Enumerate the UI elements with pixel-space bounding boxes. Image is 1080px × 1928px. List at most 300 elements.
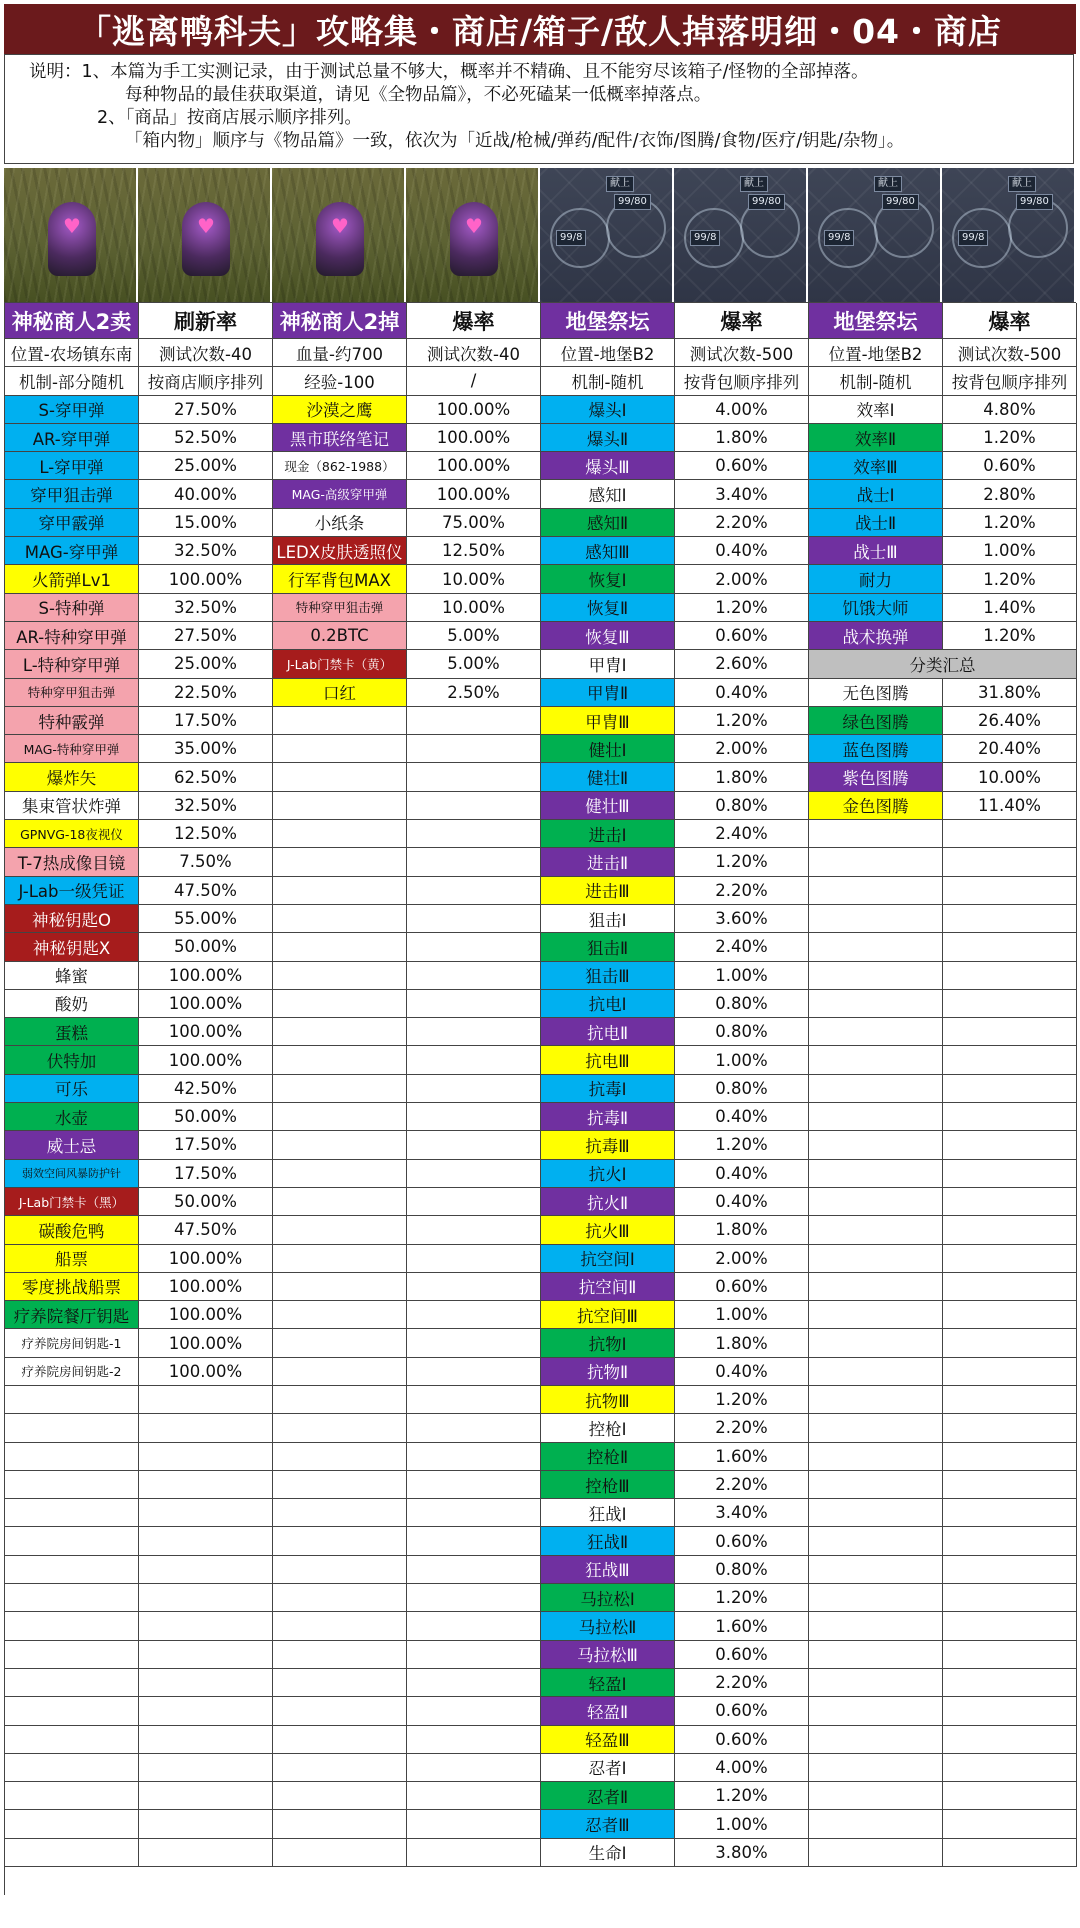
shop-item-name: MAG-特种穿甲弹 — [5, 735, 139, 763]
info-cell: 位置-地堡B2 — [541, 339, 675, 367]
rate-cell: 2.50% — [407, 679, 541, 707]
rate-cell: 40.00% — [139, 480, 273, 508]
empty-cell — [943, 990, 1077, 1018]
empty-cell — [809, 933, 943, 961]
totem-name: 甲胄Ⅰ — [541, 650, 675, 678]
merchant-image — [406, 168, 538, 302]
empty-cell — [943, 1612, 1077, 1640]
shop-item-name: T-7热成像目镜 — [5, 848, 139, 876]
empty-cell — [943, 1386, 1077, 1414]
shop-item-name: 集束管状炸弹 — [5, 792, 139, 820]
column-header: 神秘商人2卖 — [5, 303, 139, 339]
rate-cell: 0.60% — [675, 1697, 809, 1725]
empty-cell — [943, 1160, 1077, 1188]
empty-cell — [273, 1301, 407, 1329]
altar-tag: 99/80 — [1016, 194, 1053, 210]
empty-cell — [809, 1499, 943, 1527]
empty-cell — [273, 990, 407, 1018]
empty-cell — [5, 1839, 139, 1867]
totem-name: 控枪Ⅲ — [541, 1471, 675, 1499]
shop-item-name: 蜂蜜 — [5, 962, 139, 990]
totem-name: 甲胄Ⅲ — [541, 707, 675, 735]
empty-cell — [809, 1471, 943, 1499]
totem-name: 抗电Ⅲ — [541, 1046, 675, 1074]
info-cell: 按商店顺序排列 — [139, 367, 273, 395]
empty-cell — [943, 1641, 1077, 1669]
empty-cell — [809, 1697, 943, 1725]
empty-cell — [943, 1075, 1077, 1103]
merchant-drop-name: 现金（862-1988） — [273, 452, 407, 480]
empty-cell — [943, 905, 1077, 933]
rate-cell: 2.40% — [675, 933, 809, 961]
shop-item-name: 伏特加 — [5, 1046, 139, 1074]
empty-cell — [407, 820, 541, 848]
totem-name: 控枪Ⅱ — [541, 1443, 675, 1471]
summary-name: 绿色图腾 — [809, 707, 943, 735]
rate-cell: 2.00% — [675, 1245, 809, 1273]
empty-cell — [943, 1131, 1077, 1159]
empty-cell — [943, 1301, 1077, 1329]
totem-name: 进击Ⅲ — [541, 877, 675, 905]
rate-cell: 100.00% — [139, 1358, 273, 1386]
totem-name: 抗毒Ⅱ — [541, 1103, 675, 1131]
empty-cell — [273, 1556, 407, 1584]
empty-cell — [809, 1075, 943, 1103]
empty-cell — [273, 820, 407, 848]
empty-cell — [943, 1697, 1077, 1725]
merchant-drop-name: 0.2BTC — [273, 622, 407, 650]
empty-cell — [5, 1471, 139, 1499]
rate-cell: 1.00% — [675, 1046, 809, 1074]
rate-cell: 1.00% — [675, 962, 809, 990]
totem-name: 抗火Ⅲ — [541, 1216, 675, 1244]
altar-tag: 99/80 — [882, 194, 919, 210]
empty-cell — [139, 1697, 273, 1725]
empty-cell — [809, 1160, 943, 1188]
empty-cell — [809, 1018, 943, 1046]
shop-item-name: 疗养院房间钥匙-2 — [5, 1358, 139, 1386]
altar-tag: 献上 — [1008, 176, 1036, 192]
rate-cell: 25.00% — [139, 452, 273, 480]
empty-cell — [809, 1046, 943, 1074]
empty-cell — [273, 1358, 407, 1386]
merchant-drop-name: 黑市联络笔记 — [273, 424, 407, 452]
empty-cell — [943, 1273, 1077, 1301]
column-header: 地堡祭坛 — [541, 303, 675, 339]
empty-cell — [943, 1471, 1077, 1499]
empty-cell — [139, 1556, 273, 1584]
rate-cell: 1.00% — [943, 537, 1077, 565]
rate-cell: 32.50% — [139, 537, 273, 565]
empty-cell — [407, 1103, 541, 1131]
empty-cell — [407, 848, 541, 876]
rate-cell: 1.20% — [675, 594, 809, 622]
empty-cell — [273, 1471, 407, 1499]
empty-cell — [407, 905, 541, 933]
summary-rate: 31.80% — [943, 679, 1077, 707]
rate-cell: 2.60% — [675, 650, 809, 678]
empty-cell — [943, 1782, 1077, 1810]
empty-cell — [139, 1443, 273, 1471]
altar-image — [942, 168, 1074, 302]
empty-cell — [809, 848, 943, 876]
rate-cell: 100.00% — [407, 424, 541, 452]
empty-cell — [407, 1556, 541, 1584]
rate-cell: 47.50% — [139, 1216, 273, 1244]
shop-item-name: 弱效空间风暴防护针 — [5, 1160, 139, 1188]
empty-cell — [809, 877, 943, 905]
rate-cell: 42.50% — [139, 1075, 273, 1103]
empty-cell — [407, 1188, 541, 1216]
empty-cell — [273, 962, 407, 990]
empty-cell — [407, 1160, 541, 1188]
rate-cell: 1.20% — [943, 509, 1077, 537]
empty-cell — [407, 735, 541, 763]
rate-cell: 2.40% — [675, 820, 809, 848]
totem-name: 抗火Ⅰ — [541, 1160, 675, 1188]
rate-cell: 17.50% — [139, 707, 273, 735]
rate-cell: 7.50% — [139, 848, 273, 876]
rate-cell: 1.20% — [943, 565, 1077, 593]
rate-cell: 0.60% — [675, 1641, 809, 1669]
rate-cell: 100.00% — [139, 962, 273, 990]
empty-cell — [809, 1641, 943, 1669]
drop-table — [4, 302, 1076, 1895]
info-cell: 按背包顺序排列 — [943, 367, 1077, 395]
empty-cell — [407, 792, 541, 820]
empty-cell — [809, 1131, 943, 1159]
rate-cell: 35.00% — [139, 735, 273, 763]
empty-cell — [809, 1245, 943, 1273]
totem-name: 抗电Ⅰ — [541, 990, 675, 1018]
shop-item-name: 酸奶 — [5, 990, 139, 1018]
rate-cell: 100.00% — [139, 1329, 273, 1357]
empty-cell — [139, 1726, 273, 1754]
rate-cell: 2.20% — [675, 1471, 809, 1499]
rate-cell: 0.40% — [675, 537, 809, 565]
rate-cell: 0.40% — [675, 679, 809, 707]
empty-cell — [809, 1386, 943, 1414]
empty-cell — [5, 1556, 139, 1584]
shop-item-name: 零度挑战船票 — [5, 1273, 139, 1301]
empty-cell — [273, 1669, 407, 1697]
rate-cell: 1.20% — [943, 424, 1077, 452]
rate-cell: 1.00% — [675, 1301, 809, 1329]
rate-cell: 10.00% — [407, 594, 541, 622]
merchant-drop-name: MAG-高级穿甲弹 — [273, 480, 407, 508]
empty-cell — [809, 1810, 943, 1838]
empty-cell — [5, 1499, 139, 1527]
empty-cell — [809, 1188, 943, 1216]
empty-cell — [407, 1726, 541, 1754]
merchant-drop-name: 特种穿甲狙击弹 — [273, 594, 407, 622]
totem-name: 忍者Ⅲ — [541, 1810, 675, 1838]
empty-cell — [407, 1641, 541, 1669]
empty-cell — [5, 1584, 139, 1612]
empty-cell — [407, 1810, 541, 1838]
rate-cell: 2.00% — [675, 735, 809, 763]
empty-cell — [943, 1414, 1077, 1442]
rate-cell: 3.80% — [675, 1839, 809, 1867]
totem-name: 进击Ⅱ — [541, 848, 675, 876]
empty-cell — [943, 962, 1077, 990]
totem-name: 效率Ⅰ — [809, 396, 943, 424]
rate-cell: 2.80% — [943, 480, 1077, 508]
empty-cell — [943, 1556, 1077, 1584]
totem-name: 抗物Ⅱ — [541, 1358, 675, 1386]
shop-item-name: 水壶 — [5, 1103, 139, 1131]
totem-name: 爆头Ⅱ — [541, 424, 675, 452]
empty-cell — [273, 1273, 407, 1301]
info-cell: 机制-随机 — [541, 367, 675, 395]
empty-cell — [273, 1754, 407, 1782]
empty-cell — [407, 1301, 541, 1329]
totem-name: 控枪Ⅰ — [541, 1414, 675, 1442]
rate-cell: 4.00% — [675, 396, 809, 424]
empty-cell — [809, 1216, 943, 1244]
empty-cell — [943, 1584, 1077, 1612]
rate-cell: 1.80% — [675, 1216, 809, 1244]
rate-cell: 0.80% — [675, 792, 809, 820]
empty-cell — [407, 1443, 541, 1471]
heart-icon: ♥ — [197, 214, 215, 238]
totem-name: 战士Ⅰ — [809, 480, 943, 508]
empty-cell — [273, 1018, 407, 1046]
rate-cell: 5.00% — [407, 622, 541, 650]
empty-cell — [809, 1612, 943, 1640]
empty-cell — [943, 1103, 1077, 1131]
rate-cell: 100.00% — [407, 452, 541, 480]
empty-cell — [407, 1245, 541, 1273]
empty-cell — [139, 1641, 273, 1669]
rate-cell: 1.80% — [675, 424, 809, 452]
empty-cell — [809, 1669, 943, 1697]
totem-name: 狙击Ⅱ — [541, 933, 675, 961]
rate-cell: 22.50% — [139, 679, 273, 707]
empty-cell — [273, 1726, 407, 1754]
rate-cell: 2.20% — [675, 1414, 809, 1442]
empty-cell — [139, 1527, 273, 1555]
shop-item-name: 特种穿甲狙击弹 — [5, 679, 139, 707]
rate-cell: 12.50% — [139, 820, 273, 848]
empty-cell — [139, 1414, 273, 1442]
empty-cell — [407, 1839, 541, 1867]
totem-name: 马拉松Ⅱ — [541, 1612, 675, 1640]
shop-item-name: 神秘钥匙O — [5, 905, 139, 933]
rate-cell: 100.00% — [139, 990, 273, 1018]
summary-name: 金色图腾 — [809, 792, 943, 820]
empty-cell — [809, 1726, 943, 1754]
empty-cell — [273, 735, 407, 763]
summary-rate: 20.40% — [943, 735, 1077, 763]
info-cell: / — [407, 367, 541, 395]
totem-name: 爆头Ⅰ — [541, 396, 675, 424]
empty-cell — [407, 707, 541, 735]
empty-cell — [809, 1527, 943, 1555]
shop-item-name: 火箭弹Lv1 — [5, 565, 139, 593]
empty-cell — [943, 1810, 1077, 1838]
info-cell: 测试次数-500 — [675, 339, 809, 367]
info-cell: 位置-农场镇东南 — [5, 339, 139, 367]
empty-cell — [273, 1641, 407, 1669]
rate-cell: 1.20% — [675, 848, 809, 876]
empty-cell — [273, 1443, 407, 1471]
empty-cell — [943, 1754, 1077, 1782]
totem-name: 轻盈Ⅰ — [541, 1669, 675, 1697]
rate-cell: 100.00% — [139, 1301, 273, 1329]
empty-cell — [407, 1273, 541, 1301]
rate-cell: 17.50% — [139, 1131, 273, 1159]
empty-cell — [5, 1443, 139, 1471]
shop-item-name: AR-穿甲弹 — [5, 424, 139, 452]
rate-cell: 55.00% — [139, 905, 273, 933]
shop-item-name: 可乐 — [5, 1075, 139, 1103]
rate-cell: 100.00% — [407, 480, 541, 508]
empty-cell — [809, 1329, 943, 1357]
altar-tag: 99/8 — [556, 230, 586, 246]
rate-cell: 1.00% — [675, 1810, 809, 1838]
empty-cell — [139, 1471, 273, 1499]
empty-cell — [407, 933, 541, 961]
rate-cell: 3.40% — [675, 1499, 809, 1527]
rate-cell: 100.00% — [139, 1046, 273, 1074]
empty-cell — [139, 1669, 273, 1697]
info-cell: 经验-100 — [273, 367, 407, 395]
empty-cell — [273, 1131, 407, 1159]
shop-item-name: J-Lab一级凭证 — [5, 877, 139, 905]
empty-cell — [943, 933, 1077, 961]
totem-name: 恢复Ⅰ — [541, 565, 675, 593]
rate-cell: 1.80% — [675, 1329, 809, 1357]
empty-cell — [5, 1782, 139, 1810]
shop-item-name: AR-特种穿甲弹 — [5, 622, 139, 650]
note-line: 每种物品的最佳获取渠道，请见《全物品篇》，不必死磕某一低概率掉落点。 — [125, 85, 712, 105]
altar-tag: 献上 — [874, 176, 902, 192]
rate-cell: 100.00% — [139, 1245, 273, 1273]
column-header: 爆率 — [407, 303, 541, 339]
empty-cell — [273, 1414, 407, 1442]
screenshot-strip — [4, 168, 1076, 302]
empty-cell — [407, 1414, 541, 1442]
empty-cell — [5, 1527, 139, 1555]
shop-item-name: 蛋糕 — [5, 1018, 139, 1046]
rate-cell: 0.60% — [675, 452, 809, 480]
empty-cell — [407, 1358, 541, 1386]
empty-cell — [407, 1386, 541, 1414]
totem-name: 恢复Ⅱ — [541, 594, 675, 622]
empty-cell — [943, 1329, 1077, 1357]
rate-cell: 12.50% — [407, 537, 541, 565]
merchant-image — [138, 168, 270, 302]
totem-name: 感知Ⅰ — [541, 480, 675, 508]
totem-name: 健壮Ⅱ — [541, 763, 675, 791]
empty-cell — [273, 877, 407, 905]
empty-cell — [943, 1018, 1077, 1046]
empty-cell — [139, 1782, 273, 1810]
summary-name: 紫色图腾 — [809, 763, 943, 791]
merchant-drop-name: LEDX皮肤透照仪 — [273, 537, 407, 565]
totem-name: 狙击Ⅰ — [541, 905, 675, 933]
totem-name: 抗物Ⅰ — [541, 1329, 675, 1357]
page-title: 「逃离鸭科夫」攻略集・商店/箱子/敌人掉落明细・04・商店 — [4, 4, 1076, 54]
empty-cell — [943, 1527, 1077, 1555]
shop-item-name: 船票 — [5, 1245, 139, 1273]
summary-rate: 26.40% — [943, 707, 1077, 735]
empty-cell — [407, 1046, 541, 1074]
empty-cell — [407, 962, 541, 990]
rate-cell: 2.20% — [675, 877, 809, 905]
rate-cell: 0.40% — [675, 1160, 809, 1188]
empty-cell — [273, 848, 407, 876]
shop-item-name: GPNVG-18夜视仪 — [5, 820, 139, 848]
empty-cell — [407, 1499, 541, 1527]
totem-name: 抗毒Ⅰ — [541, 1075, 675, 1103]
empty-cell — [943, 1188, 1077, 1216]
totem-name: 饥饿大师 — [809, 594, 943, 622]
empty-cell — [943, 1216, 1077, 1244]
empty-cell — [407, 1584, 541, 1612]
totem-name: 生命Ⅰ — [541, 1839, 675, 1867]
empty-cell — [273, 933, 407, 961]
rate-cell: 0.80% — [675, 990, 809, 1018]
summary-header: 分类汇总 — [809, 650, 1077, 678]
empty-cell — [943, 1358, 1077, 1386]
rate-cell: 32.50% — [139, 792, 273, 820]
rate-cell: 50.00% — [139, 1188, 273, 1216]
merchant-image — [4, 168, 136, 302]
shop-item-name: 疗养院餐厅钥匙 — [5, 1301, 139, 1329]
totem-name: 狂战Ⅰ — [541, 1499, 675, 1527]
empty-cell — [809, 1782, 943, 1810]
empty-cell — [273, 1839, 407, 1867]
empty-cell — [273, 1527, 407, 1555]
empty-cell — [139, 1839, 273, 1867]
note-line: 「箱内物」顺序与《物品篇》一致，依次为「近战/枪械/弹药/配件/衣饰/图腾/食物/医疗/钥匙/杂物」。 — [125, 131, 905, 151]
empty-cell — [5, 1386, 139, 1414]
empty-cell — [809, 1414, 943, 1442]
totem-name: 马拉松Ⅰ — [541, 1584, 675, 1612]
empty-cell — [139, 1386, 273, 1414]
info-cell: 位置-地堡B2 — [809, 339, 943, 367]
totem-name: 进击Ⅰ — [541, 820, 675, 848]
rate-cell: 47.50% — [139, 877, 273, 905]
totem-name: 抗空间Ⅱ — [541, 1273, 675, 1301]
empty-cell — [809, 1556, 943, 1584]
merchant-drop-name: 沙漠之鹰 — [273, 396, 407, 424]
shop-item-name: 威士忌 — [5, 1131, 139, 1159]
merchant-drop-name: 小纸条 — [273, 509, 407, 537]
empty-cell — [273, 1386, 407, 1414]
empty-cell — [273, 1160, 407, 1188]
rate-cell: 2.20% — [675, 1669, 809, 1697]
shop-item-name: L-特种穿甲弹 — [5, 650, 139, 678]
empty-cell — [943, 1046, 1077, 1074]
empty-cell — [273, 1075, 407, 1103]
shop-item-name: S-穿甲弹 — [5, 396, 139, 424]
rate-cell: 1.60% — [675, 1443, 809, 1471]
altar-tag: 献上 — [606, 176, 634, 192]
empty-cell — [273, 1782, 407, 1810]
empty-cell — [139, 1810, 273, 1838]
empty-cell — [273, 1329, 407, 1357]
shop-item-name: 疗养院房间钥匙-1 — [5, 1329, 139, 1357]
rate-cell: 0.60% — [675, 1726, 809, 1754]
totem-name: 感知Ⅱ — [541, 509, 675, 537]
mysterious-merchant-figure — [316, 202, 364, 276]
notes-panel — [4, 54, 1074, 164]
empty-cell — [407, 877, 541, 905]
empty-cell — [273, 1245, 407, 1273]
